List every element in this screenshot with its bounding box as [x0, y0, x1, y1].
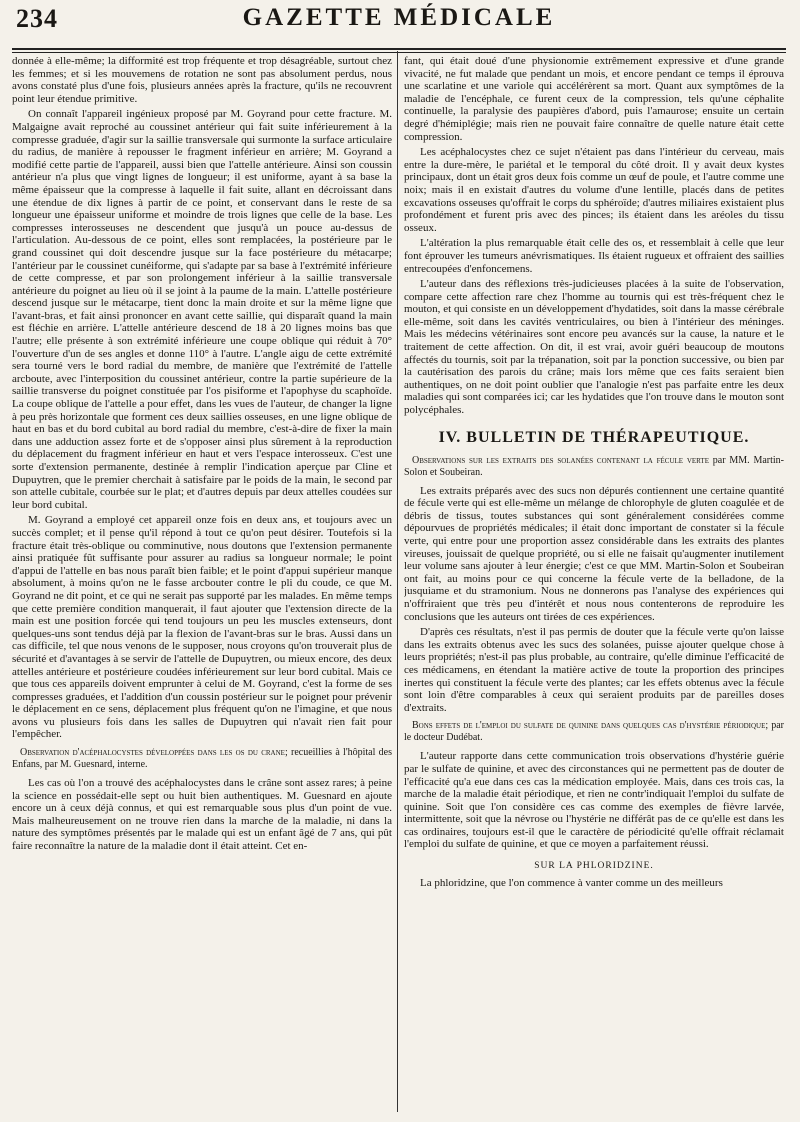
- paragraph: donnée à elle-même; la difformité est trop fréquente et trop désagréable, surtout chez les femmes; et si les mouvemens de rotation ne sont pas absolument perdus, nous avons constaté plus d'une fois, plusieurs années après la fracture, qu'ils ne recouvrent point leur étendue primitive.: [12, 55, 392, 105]
- article-heading-byline: par MM. Martin-Solon et Soubeiran.: [404, 454, 784, 478]
- journal-title: GAZETTE MÉDICALE: [242, 4, 556, 31]
- article-heading-caps: Bons effets de l'emploi du sulfate de quinine dans quelques cas d'hystérie périodique;: [412, 720, 769, 732]
- paragraph: L'auteur rapporte dans cette communication trois observations d'hystérie guérie par le sulfate de quinine, et avec des circonstances qui ne permettent pas de douter de l'efficacité qu'a eue dans ces cas la médication employée. Mais, dans ces trois cas, la marche de la maladie était périodique, et rien ne contr'indiquait l'emploi du sulfate de quinine. Soit que l'on considère ces cas comme des exemples de fièvre larvée, intermittente, soit que la névrose ou l'hystérie ne différât pas de ce qu'elle est dans les cas ordinaires, toujours est-il que le caractère de périodicité qu'elle offrait réclamait l'emploi du sulfate de quinine, et que ce moyen a parfaitement réussi.: [404, 750, 784, 851]
- page-number: 234: [16, 4, 58, 33]
- page-header: [12, 0, 786, 50]
- paragraph: L'altération la plus remarquable était celle des os, et ressemblait à celle que leur font éprouver les tumeurs anévrismatiques. Ils étaient rugueux et offraient des saillies entrecoupées d'enfoncemens.: [404, 237, 784, 275]
- text-columns: [12, 55, 786, 1122]
- paragraph: M. Goyrand a employé cet appareil onze fois en deux ans, et toujours avec un succès complet; et il pense qu'il répond à tout ce qu'on peut désirer. Toutefois si la fracture était très-oblique ou comminutive, nous doutons que l'extension permanente ainsi pratiquée fût suffisante pour assurer au radius sa longueur normale; le point d'appui de l'attelle en bas nous paraît bien faible; et le point d'appui supérieur manque absolument, à moins qu'on ne le fasse arcbouter contre le pli du coude, ce que M. Goyrand ne dit point, et ce qui ne serait pas supporté par les malades. En même temps que cette première condition manquerait, il faut ajouter que l'extension directe de la main est une position forcée qui tend toujours un peu les muscles extenseurs, dont quelques-uns sont tendus déjà par la flexion de l'avant-bras sur le bras. Aussi dans un cas difficile, tel que nous venons de le supposer, nous croyons qu'on trouverait plus de sécurité et d'avantages à se servir de l'attelle de Dupuytren, ou mieux encore, des deux attelles antérieure et postérieure coudées inférieurement sur leur bord cubital. Mais ce que tous ces appareils doivent emprunter à celui de M. Goyrand, c'est la forme de ses compresses graduées, et l'addition d'un coussin postérieur sur le poignet pour prévenir le déplacement en ce sens, déplacement plus fréquent qu'on ne l'imagine, et que nous avons vu plusieurs fois dans les salles de Dupuytren qui n'avait rien fait pour l'empêcher.: [12, 514, 392, 741]
- section-heading: IV. BULLETIN DE THÉRAPEUTIQUE.: [438, 428, 750, 446]
- left-column: [12, 55, 392, 1122]
- article-heading: [404, 720, 784, 744]
- article-heading-caps: Observation d'acéphalocystes développées dans les os du crane;: [20, 747, 288, 759]
- article-heading-byline: par le docteur Dudébat.: [404, 720, 784, 744]
- paragraph: L'auteur dans des réflexions très-judicieuses placées à la suite de l'observation, compare cette affection rare chez l'homme au tournis qui est très-fréquent chez le mouton, et qui consiste en un développement d'hydatides, soit dans la masse cérébrale elle-même, soit dans les cavités ventriculaires, ou bien à l'intérieur des méninges. Mais les médecins vétérinaires sont encore peu avancés sur la cause, la nature et le traitement de cette affection. On dit, il est vrai, avoir guéri beaucoup de moutons affectés du tournis, soit par la trépanation, soit par la ponction successive, ou bien par la cautérisation des parois du crâne; mais lors même que ces faits seraient bien authentiques, on ne doit point oublier que l'analogie n'est pas parfaite entre les deux maladies qui sont comparées ici; car les hydatides que l'on trouve dans le mouton sont polycéphales.: [404, 278, 784, 417]
- article-heading-caps: Observations sur les extraits des solanées contenant la fécule verte: [412, 454, 709, 466]
- article-heading-byline: recueillies à l'hôpital des Enfans, par M. Guesnard, interne.: [12, 747, 392, 771]
- paragraph: La phloridzine, que l'on commence à vanter comme un des meilleurs: [420, 877, 723, 890]
- article-heading: [12, 747, 392, 771]
- paragraph: Les cas où l'on a trouvé des acéphalocystes dans le crâne sont assez rares; à peine la science en possédait-elle sept ou huit bien authentiques. M. Guesnard en ajoute encore un à ceux déjà connus, et qui est remarquable sous plus d'un point de vue. Mais malheureusement on ne trouve rien dans la marche de la maladie, ni dans la nature des symptômes présentés par le malade qui est un enfant âgé de 7 ans, qui pût faire reconnaître la nature de la maladie dont il était atteint. Cet en-: [12, 777, 392, 853]
- article-heading: [404, 455, 784, 479]
- paragraph: fant, qui était doué d'une physionomie extrêmement expressive et d'une grande vivacité, ne fut malade que pendant un mois, et encore pendant ce temps il éprouva une scarlatine et une variole qui accélérèrent sa mort. Quant aux symptômes de la maladie de l'encéphale, ce furent ceux de la compression, tels qu'une céphalite continuelle, la paralysie des paupières d'abord, puis l'amaurose; ensuite un certain degré d'hémiplégie; mais rien ne pouvait faire connaître de quelle nature était cette compression.: [404, 55, 784, 143]
- paragraph: D'après ces résultats, n'est il pas permis de douter que la fécule verte qu'on laisse dans les extraits obtenus avec les sucs des solanées, puisse ajouter quelque chose à leurs propriétés; n'est-il pas plus probable, au contraire, qu'elle diminue l'efficacité de ces médicamens, en étendant la matière active de toute la proportion des principes inertes qui constituent la fécule verte des plantes; car les effets obtenus avec la fécule sont loin d'être comparables à ceux qui seraient produits par de pareilles doses d'extraits.: [404, 626, 784, 714]
- header-rule: [12, 52, 786, 53]
- column-divider: [397, 51, 398, 1112]
- subheading: SUR LA PHLORIDZINE.: [534, 861, 654, 872]
- paragraph: Les acéphalocystes chez ce sujet n'étaient pas dans l'intérieur du cerveau, mais entre la dure-mère, le pariétal et le temporal du côté droit. Il y avait deux kystes principaux, dont un était gros deux fois comme un œuf de poule, et l'autre comme une noix; mais il en existait d'autres du volume d'une lentille, placés dans de petites excavations osseuses qu'offrait le corps du sphéroïde; d'autres miliaires existaient plus profondément et furent pris avec des pinces; ils étaient dans les aréoles du tissu osseux.: [404, 146, 784, 234]
- paragraph: On connaît l'appareil ingénieux proposé par M. Goyrand pour cette fracture. M. Malgaigne avait reproché au coussinet antérieur qui fait suite inférieurement à la compresse graduée, d'agir sur la saillie transversale qui surmonte la surface articulaire du radius, de manière à repousser le fragment inférieur en arrière; M. Goyrand a modifié cette partie de l'appareil, aussi bien que l'attelle antérieure. Ainsi son coussin antérieur n'a plus que vingt lignes de longueur; il est uniforme, ayant à sa base la même épaisseur que la compresse à laquelle il fait suite, allant en décroissant dans une étendue de dix lignes à partir de ce point, et conservant dans le reste de sa longueur une épaisseur uniforme et moindre de trois lignes que celle de la base. Les compresses interosseuses ne descendent que jusqu'à un pouce au-dessus de l'articulation. Au-dessous de ce point, elles sont remplacées, la postérieure par le grand coussinet qui doit descendre jusque sur la face postérieure du métacarpe; l'antérieur par le coussinet cunéiforme, qui s'adapte par sa base à l'extrémité inférieure de cette compresse, et par son prolongement inférieur à la saillie transversale antérieure du poignet au lieu où il se joint à la paume de la main. L'attelle postérieure descend jusque sur le métacarpe, tient donc la main droite et sur la même ligne que l'avant-bras, et fait ainsi prononcer en avant cette saillie, qui disparaît quand la main est fléchie en arrière. L'attelle antérieure descend de 18 à 20 lignes moins bas que l'autre; elle présente à son extrémité inférieure une coupe oblique qui réduit à 70° l'ouverture d'un de ses angles et donne 110° à l'autre. L'angle aigu de cette extrémité sera tourné vers le bord radial du membre, de manière que l'extrémité de l'attelle arcboute, avec l'interposition du coussinet antérieur, contre la partie supérieure de la saillie transverse du poignet constituée par l'os pisiforme et l'apophyse du scaphoïde. La coupe oblique de l'attelle a pour effet, dans les vues de l'auteur, de changer la ligne à peu près horizontale que forment ces deux saillies osseuses, en une ligne oblique de haut en bas et du bord cubital au bord radial du membre, c'est-à-dire de fixer la main dans une adduction assez forte et de s'opposer ainsi plus sûrement à la reproduction du déplacement du fragment inférieur en haut et vers l'espace interosseux. C'est une sorte d'extension permanente, destinée à remplir l'indication aperçue par Cline et Dupuytren, que le premier cherchait à satisfaire par le poids de la main, le second par son attelle cubitale, courbée sur le plat; et d'autres depuis par deux attelles coudées sur leur bord cubital.: [12, 108, 392, 511]
- paragraph: Les extraits préparés avec des sucs non dépurés contiennent une certaine quantité de fécule verte qui est elle-même un mélange de chlorophyle de gluten coagulée et de débris de tissus, toutes substances qui sont généralement considérées comme dépourvues de propriétés médicales; il était donc important de constater si la fécule verte, qui entre pour une proportion assez considérable dans les extraits des plantes vireuses, jouissait de quelque propriété, ou si elle ne faisait qu'augmenter inutilement leur volume sans ajouter à leur énergie; c'est ce que MM. Martin-Solon et Soubeiran ont fait, au moins pour ce qui concerne la fécule verte de la belladone, de la jusquiame et du stramonium. Nous ne donnerons pas l'analyse des expériences qui n'offriraient que très peu d'intérêt et nous nous contenterons de reproduire les conclusions que les auteurs ont tirées de ces expériences.: [404, 484, 784, 623]
- right-column: [404, 55, 784, 1122]
